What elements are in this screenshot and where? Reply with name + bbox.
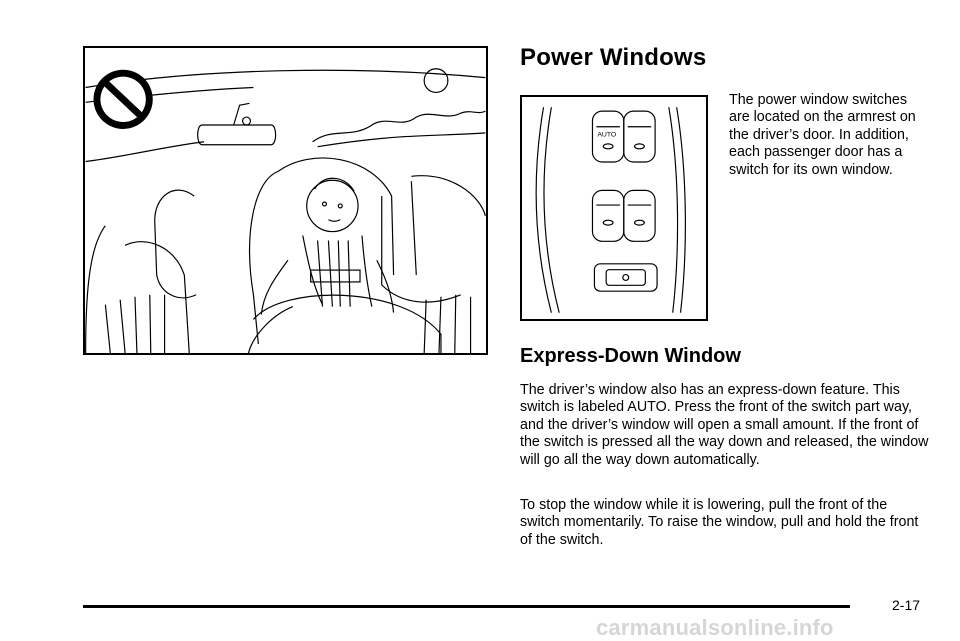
express-down-paragraph-1: The driver’s window also has an express-down feature. This switch is labeled AUTO. Press the front of the switch part way, and the driver’s window will open a small amount. If the front of the switch is pressed all the way down and released, the window will go all the way down automatically. bbox=[520, 382, 929, 468]
child-seat-drawing bbox=[85, 48, 486, 353]
no-symbol-icon bbox=[94, 70, 153, 129]
watermark: carmanualsonline.info bbox=[596, 615, 834, 640]
auto-label: AUTO bbox=[597, 131, 617, 139]
express-down-heading: Express-Down Window bbox=[520, 345, 741, 367]
switch-panel-drawing bbox=[522, 97, 706, 319]
power-windows-text: The power window switches are located on the armrest on the driver’s door. In addition, each passenger door has a switch for its own window. bbox=[729, 92, 916, 178]
power-windows-heading: Power Windows bbox=[520, 44, 707, 71]
child-seat-illustration bbox=[83, 46, 488, 355]
footer-rule bbox=[83, 605, 850, 608]
window-switch-illustration bbox=[520, 95, 708, 321]
page-number: 2-17 bbox=[892, 597, 921, 613]
express-down-paragraph-2: To stop the window while it is lowering, pull the front of the switch momentarily. To raise the window, pull and hold the front of the switch. bbox=[520, 497, 919, 548]
